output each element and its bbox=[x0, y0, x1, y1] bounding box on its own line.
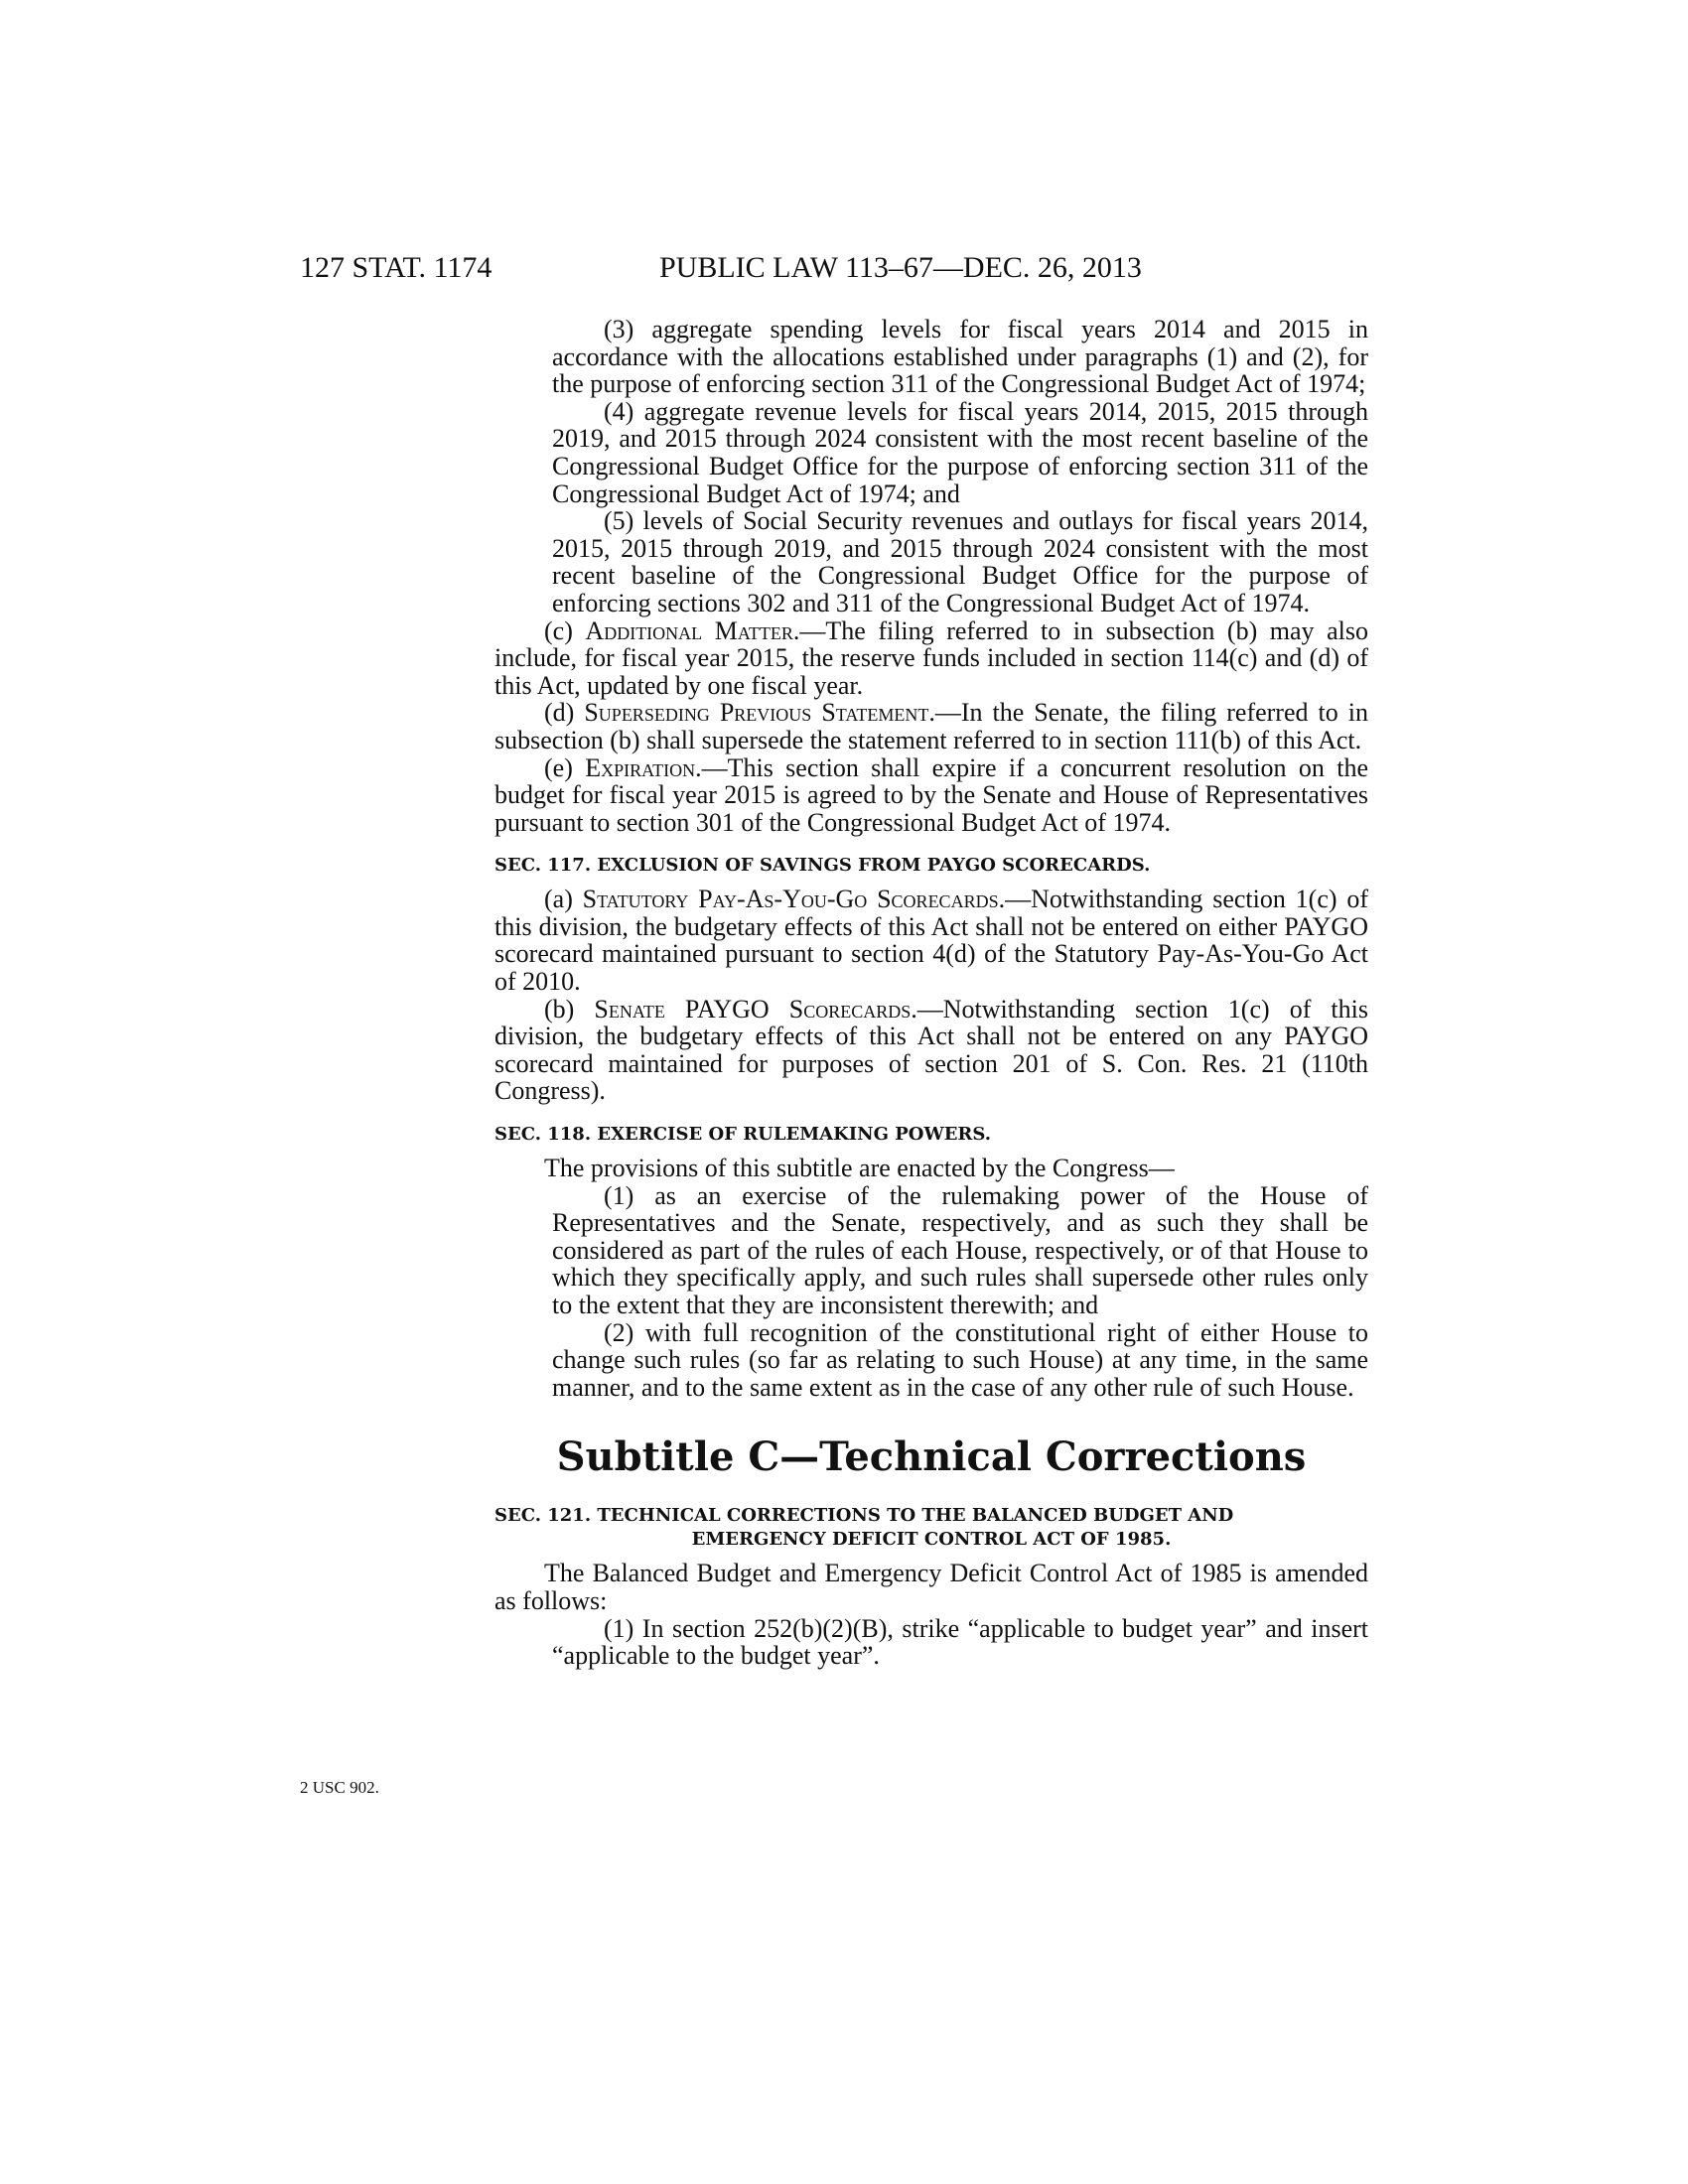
subtitle-c-heading: Subtitle C—Technical Corrections bbox=[556, 1433, 1307, 1481]
section-118-paragraph-2: (2) with full recognition of the constitutional right of either House to change such rules (so far as relating to such House) at any time, in the same manner, and to the same extent as in the case of any other rule of such House. bbox=[552, 1317, 1368, 1402]
section-121-heading bbox=[494, 1504, 1368, 1552]
subsection-e bbox=[494, 754, 1368, 837]
section-118-intro: The provisions of this subtitle are enacted by the Congress— bbox=[544, 1154, 1175, 1183]
section-117-b bbox=[494, 996, 1368, 1105]
section-121-heading-line2: EMERGENCY DEFICIT CONTROL ACT OF 1985. bbox=[691, 1529, 1172, 1551]
section-117-heading: SEC. 117. EXCLUSION OF SAVINGS FROM PAYGO SCORECARDS. bbox=[494, 855, 1151, 877]
subsection-c-text: —The filing referred to in subsection (b) may also include, for fiscal year 2015, the reserve funds included in section 114(c) and (d) of this Act, updated by one fiscal year. bbox=[494, 615, 1368, 700]
subsection-d-heading: Superseding Previous Statement. bbox=[584, 698, 935, 728]
section-117-b-heading-2: Scorecards. bbox=[788, 994, 917, 1024]
stat-page-number: 127 STAT. 1174 bbox=[300, 251, 492, 284]
paragraph-5: (5) levels of Social Security revenues and outlays for fiscal years 2014, 2015, 2015 through 2019, and 2015 through 2024 consistent with the most recent baseline of the Congressional Budget Office for the purpose of enforcing sections 302 and 311 of the Congressional Budget Act of 1974. bbox=[552, 506, 1368, 617]
section-121-paragraph-1: (1) In section 252(b)(2)(B), strike “applicable to budget year” and insert “applicable to the budget year”. bbox=[552, 1613, 1368, 1671]
section-117-b-heading: Senate bbox=[594, 994, 665, 1024]
paragraph-3: (3) aggregate spending levels for fiscal years 2014 and 2015 in accordance with the allocations established under paragraphs (1) and (2), for the purpose of enforcing section 311 of the Congressional Budget Act of 1974; bbox=[552, 315, 1368, 399]
usc-margin-note: 2 USC 902. bbox=[300, 1778, 379, 1797]
section-118-heading: SEC. 118. EXERCISE OF RULEMAKING POWERS. bbox=[494, 1124, 992, 1146]
section-118-paragraph-1: (1) as an exercise of the rulemaking power of the House of Representatives and the Senate, respectively, and as such they shall be considered as part of the rules of each House, respectively, or of that House to which they specifically apply, and such rules shall supersede other rules only to the extent that they are inconsistent therewith; and bbox=[552, 1180, 1368, 1319]
section-117-b-lead: (b) bbox=[544, 994, 595, 1024]
section-117-a bbox=[494, 886, 1368, 995]
subsection-d-text: —In the Senate, the filing referred to in subsection (b) shall supersede the statement referred to in section 111(b) of this Act. bbox=[494, 698, 1368, 754]
section-117-b-text: —Notwithstanding section 1(c) of this division, the budgetary effects of this Act shall not be entered on any PAYGO scorecard maintained for purposes of section 201 of S. Con. Res. 21 (110th Congress). bbox=[494, 994, 1368, 1106]
section-117-a-lead: (a) bbox=[544, 885, 583, 914]
section-121-heading-line1: SEC. 121. TECHNICAL CORRECTIONS TO THE BALANCED BUDGET AND bbox=[494, 1505, 1234, 1527]
subsection-d-lead: (d) bbox=[544, 698, 585, 728]
section-117-a-heading: Statutory Pay-As-You-Go Scorecards. bbox=[582, 885, 1006, 914]
subsection-e-lead: (e) bbox=[544, 752, 586, 782]
subsection-c bbox=[494, 617, 1368, 700]
subsection-e-text: —This section shall expire if a concurrent resolution on the budget for fiscal year 2015 is agreed to by the Senate and House of Representatives pursuant to section 301 of the Congressional Budget Act of 1974. bbox=[494, 752, 1369, 837]
section-117-b-paygo: PAYGO bbox=[664, 994, 789, 1024]
subsection-c-lead: (c) bbox=[544, 615, 586, 645]
section-121-intro: The Balanced Budget and Emergency Deficit Control Act of 1985 is amended as follows: bbox=[494, 1559, 1368, 1615]
text-column bbox=[494, 316, 1368, 1670]
subsection-c-heading: Additional Matter. bbox=[585, 615, 800, 645]
subsection-d bbox=[494, 699, 1368, 753]
paragraph-4: (4) aggregate revenue levels for fiscal years 2014, 2015, 2015 through 2019, and 2015 through 2024 consistent with the most recent baseline of the Congressional Budget Office for the purpose of enforcing section 311 of the Congressional Budget Act of 1974; and bbox=[552, 396, 1368, 508]
subsection-e-heading: Expiration. bbox=[585, 752, 702, 782]
section-117-a-text: —Notwithstanding section 1(c) of this division, the budgetary effects of this Act shall not be entered on either PAYGO scorecard maintained pursuant to section 4(d) of the Statutory Pay-As-You-Go Act of 2010. bbox=[494, 885, 1369, 997]
law-title: PUBLIC LAW 113–67—DEC. 26, 2013 bbox=[659, 251, 1142, 284]
